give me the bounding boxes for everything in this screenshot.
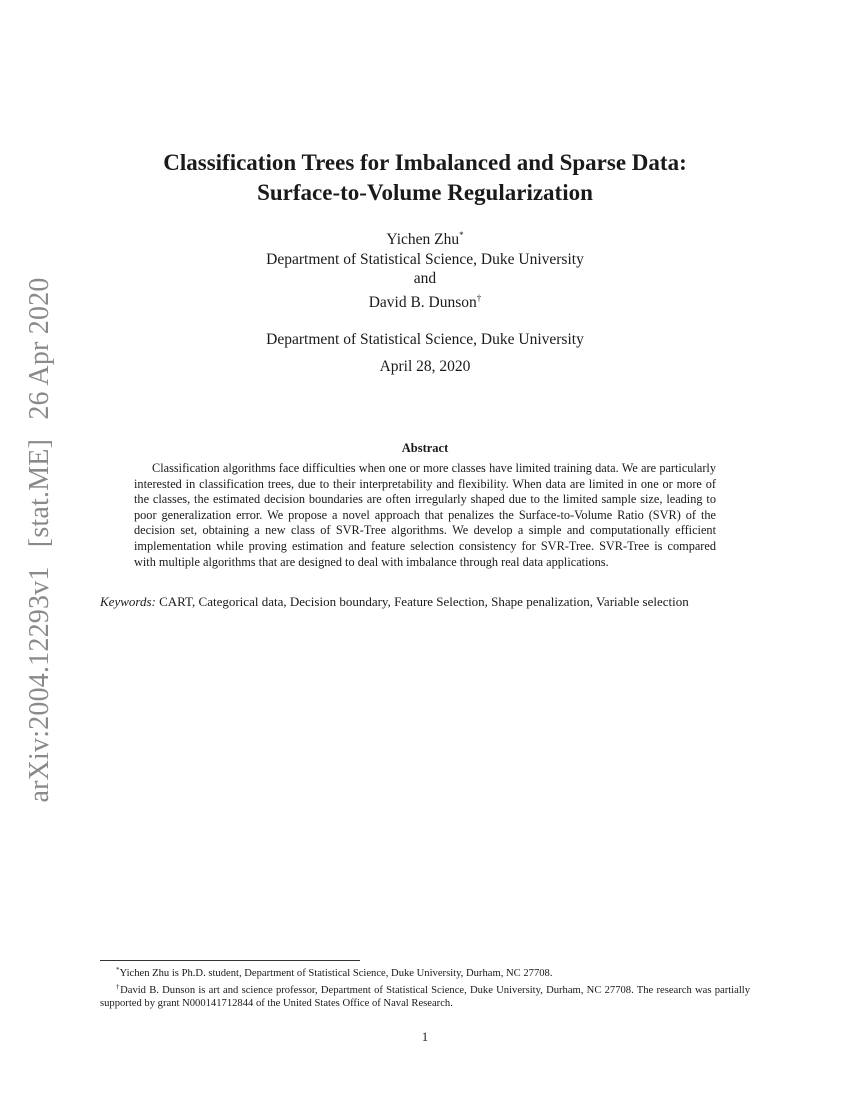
author-1-name: Yichen Zhu	[386, 231, 460, 248]
title-line-2: Surface-to-Volume Regularization	[257, 180, 593, 205]
author-block	[100, 226, 750, 350]
author-2-affiliation: Department of Statistical Science, Duke University	[266, 331, 584, 348]
footnote-2-text: David B. Dunson is art and science professor, Department of Statistical Science, Duke University, Durham, NC 27708. The research was partially supported by grant N000141712844 of the United States Office of Naval Research.	[100, 984, 751, 1009]
footnotes	[100, 964, 750, 1011]
footnote-2	[100, 981, 750, 1011]
keywords	[100, 594, 750, 611]
paper-date: April 28, 2020	[379, 358, 471, 375]
arxiv-stamp	[24, 271, 56, 808]
footnote-2-mark: †	[116, 982, 121, 991]
keywords-text: CART, Categorical data, Decision boundary, Feature Selection, Shape penalization, Variable selection	[159, 594, 689, 609]
arxiv-id: arXiv:2004.12293v1	[24, 566, 55, 803]
footnote-1-mark: *	[116, 966, 120, 974]
footnote-1	[100, 964, 750, 981]
page-number: 1	[421, 1030, 429, 1044]
paper-title	[100, 148, 750, 208]
author-2-footnote-mark: †	[476, 292, 482, 303]
abstract-heading: Abstract	[401, 441, 449, 455]
title-line-1: Classification Trees for Imbalanced and Sparse Data:	[163, 150, 687, 175]
author-2	[100, 289, 750, 313]
author-1-affiliation: Department of Statistical Science, Duke University	[266, 250, 584, 268]
arxiv-category: [stat.ME]	[24, 438, 55, 548]
abstract-text: Classification algorithms face difficulties when one or more classes have limited training data. We are particularly interested in classification trees, due to their interpretability and flexibility. When data are limited in one or more of the classes, the estimated decision boundaries are often irregularly shaped due to the limited sample size, leading to poor generalization error. We propose a novel approach that penalizes the Surface-to-Volume Ratio (SVR) of the decision set, obtaining a new class of SVR-Tree algorithms. We develop a simple and computationally efficient implementation while proving estimation and feature selection consistency for SVR-Tree. SVR-Tree is compared with multiple algorithms that are designed to deal with imbalance through real data applications.	[134, 461, 716, 569]
footnote-1-text: Yichen Zhu is Ph.D. student, Department of Statistical Science, Duke University, Durham, NC 27708.	[119, 968, 553, 979]
author-conjunction: and	[413, 270, 437, 287]
arxiv-date: 26 Apr 2020	[24, 277, 55, 420]
keywords-label: Keywords:	[100, 594, 156, 609]
author-1-footnote-mark: *	[459, 230, 464, 240]
footnote-divider	[100, 960, 360, 961]
author-2-name: David B. Dunson	[368, 293, 477, 311]
spacer	[100, 312, 750, 330]
author-1	[100, 226, 750, 250]
